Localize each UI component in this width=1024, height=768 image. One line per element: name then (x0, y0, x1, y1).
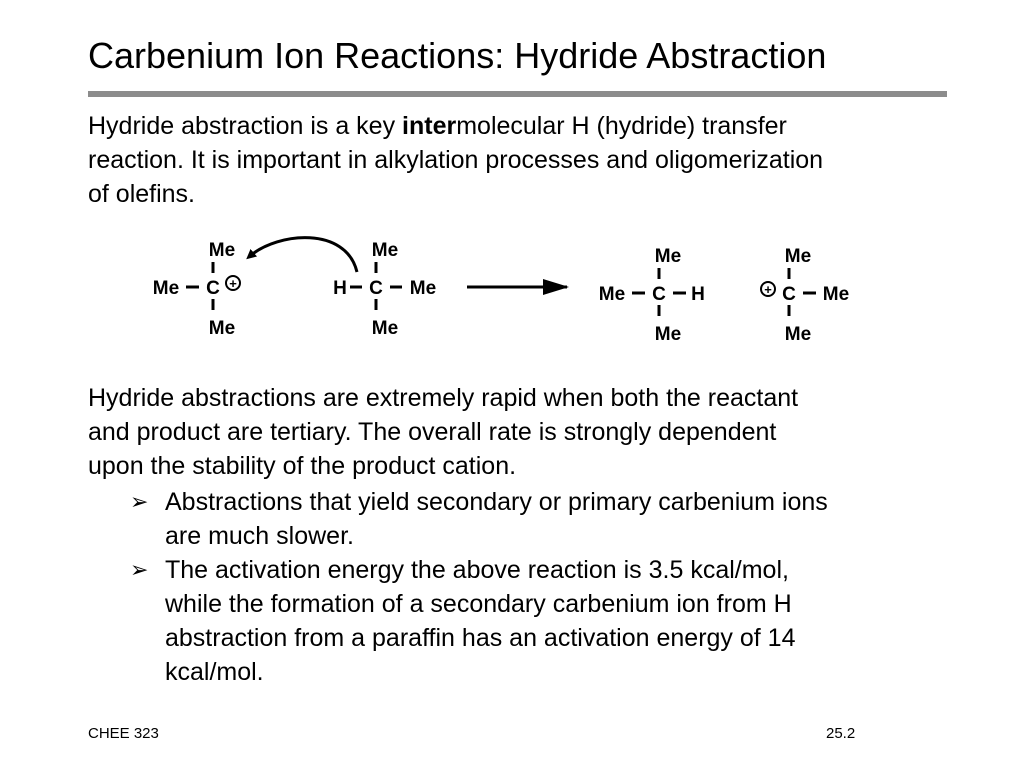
atom-c: C (782, 284, 796, 305)
atom-me: Me (784, 324, 812, 345)
atom-me: Me (654, 246, 682, 267)
intro-text-post: molecular H (hydride) transfer (456, 112, 787, 140)
bullet-line: while the formation of a secondary carbenium ion from H (165, 590, 792, 618)
bullet-line: are much slower. (165, 522, 354, 550)
atom-c: C (206, 278, 220, 299)
bullet-line: abstraction from a paraffin has an activation energy of 14 (165, 624, 796, 652)
rate-line-1: Hydride abstractions are extremely rapid when both the reactant (88, 384, 799, 412)
atom-me: Me (409, 278, 437, 299)
footer-page-number: 25.2 (826, 725, 856, 742)
intro-text-pre: Hydride abstraction is a key (88, 112, 403, 140)
intro-line-3: of olefins. (88, 180, 196, 208)
footer-course: CHEE 323 (88, 725, 159, 742)
charge-plus: + (764, 282, 772, 297)
atom-me: Me (152, 278, 180, 299)
bullet-line: kcal/mol. (165, 658, 264, 686)
slide-title: Carbenium Ion Reactions: Hydride Abstraction (88, 35, 827, 76)
bullet-line: The activation energy the above reaction is 3.5 kcal/mol, (165, 556, 789, 584)
rate-line-3: upon the stability of the product cation. (88, 452, 517, 480)
arrow-bullet-icon: ➢ (130, 557, 149, 582)
charge-plus: + (229, 276, 237, 291)
bullet-text (165, 553, 795, 689)
rate-paragraph (88, 381, 798, 483)
atom-h: H (333, 278, 347, 299)
intro-line-1 (88, 109, 823, 143)
bullet-line: Abstractions that yield secondary or primary carbenium ions (165, 488, 828, 516)
arrow-bullet-icon: ➢ (130, 489, 149, 514)
atom-me: Me (208, 240, 236, 261)
atom-c: C (369, 278, 383, 299)
atom-me: Me (784, 246, 812, 267)
intro-bold-inter: inter (402, 112, 457, 140)
atom-c: C (652, 284, 666, 305)
atom-me: Me (371, 318, 399, 339)
atom-me: Me (822, 284, 850, 305)
reaction-scheme (0, 225, 1024, 355)
atom-me: Me (208, 318, 236, 339)
atom-me: Me (371, 240, 399, 261)
rate-line-2: and product are tertiary. The overall rate is strongly dependent (88, 418, 777, 446)
intro-paragraph (88, 109, 823, 211)
reaction-arrow-head-icon (543, 279, 569, 295)
title-divider (88, 91, 947, 97)
bullet-text (165, 485, 828, 553)
atom-me: Me (598, 284, 626, 305)
atom-me: Me (654, 324, 682, 345)
atom-h: H (691, 284, 705, 305)
intro-line-2: reaction. It is important in alkylation processes and oligomerization (88, 146, 824, 174)
curved-arrow-icon (250, 238, 357, 272)
